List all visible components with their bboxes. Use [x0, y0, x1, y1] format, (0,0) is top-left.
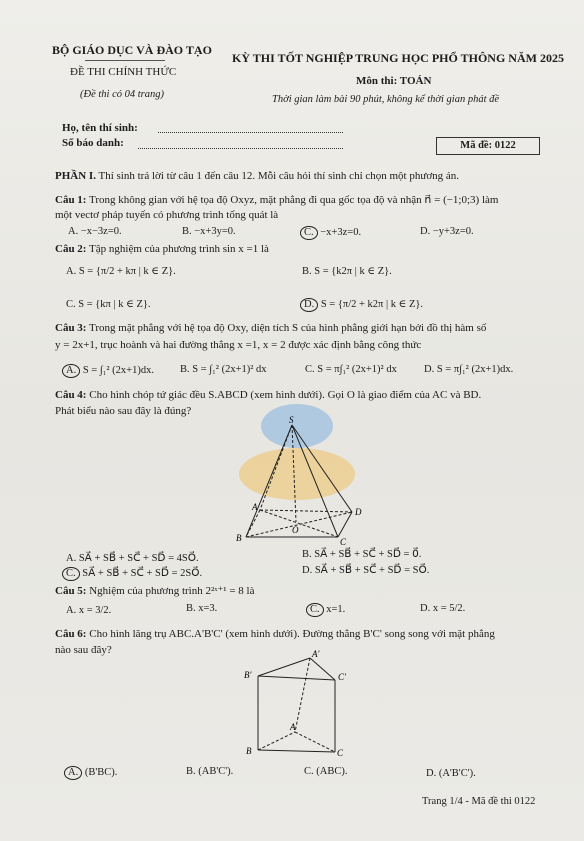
q6-option-a-text: (B'BC). [84, 767, 118, 778]
label-a: A [290, 722, 296, 732]
q4-option-d[interactable]: D. SA⃗ + SB⃗ + SC⃗ + SD⃗ = SO⃗. [302, 565, 430, 576]
q2-option-c[interactable]: C. S = {kπ | k ∈ Z}. [66, 299, 151, 310]
q1-line2: một vectơ pháp tuyến có phương trình tổng quát là [55, 209, 279, 221]
candidate-name-label: Họ, tên thí sinh: [62, 122, 138, 134]
candidate-id-line[interactable] [138, 148, 343, 149]
q2-label: Câu 2: [55, 243, 87, 255]
subject-label: Môn thi: TOÁN [356, 75, 432, 87]
part1-heading: PHẦN I. [55, 170, 96, 182]
q1-option-c-mark: C. [300, 226, 318, 240]
q6-stem [55, 628, 495, 640]
edge-a1c1 [310, 658, 335, 680]
q1-label: Câu 1: [55, 194, 87, 206]
q3-option-a-text: S = ∫₁² (2x+1)dx. [82, 365, 154, 376]
q5-text: Nghiệm của phương trình 2²ˣ⁺¹ = 8 là [86, 585, 255, 597]
q6-option-b[interactable]: B. (AB'C'). [186, 766, 234, 777]
q5-option-a[interactable]: A. x = 3/2. [66, 605, 112, 616]
q6-option-c[interactable]: C. (ABC). [304, 766, 348, 777]
edge-ac [295, 732, 335, 752]
label-o: O [292, 525, 299, 535]
edge-bc [258, 750, 335, 752]
time-note: Thời gian làm bài 90 phút, không kể thời gian phát đề [272, 94, 500, 105]
q6-option-d[interactable]: D. (A'B'C'). [426, 768, 476, 779]
edge-b1c1 [258, 676, 335, 680]
label-a: A [252, 502, 258, 512]
height-so [292, 425, 296, 522]
q4-option-c-text: SA⃗ + SB⃗ + SC⃗ + SD⃗ = 2SO⃗. [82, 568, 203, 579]
q1-option-c-text: −x+3z=0. [320, 227, 362, 238]
q1-line1: Trong không gian với hệ tọa độ Oxyz, mặt phẳng đi qua gốc tọa độ và nhận n⃗ = (−1;0;3) làm [86, 194, 499, 206]
edge-b1a1 [258, 658, 310, 676]
q2-option-d-mark: D. [300, 298, 318, 312]
q4-line2: Phát biểu nào sau đây là đúng? [55, 405, 192, 417]
edge-sb [246, 425, 292, 537]
q6-option-a[interactable] [64, 766, 117, 780]
label-c1: C' [338, 672, 346, 682]
q1-option-a[interactable]: A. −x−3z=0. [68, 226, 122, 237]
q1-option-d[interactable]: D. −y+3z=0. [420, 226, 474, 237]
q4-option-c[interactable] [62, 567, 202, 581]
q5-option-b[interactable]: B. x=3. [186, 603, 218, 614]
official-label: ĐỀ THI CHÍNH THỨC [70, 66, 177, 78]
q1-option-c[interactable] [300, 226, 361, 240]
q3-option-c[interactable]: C. S = π∫₁² (2x+1)² dx [305, 364, 397, 375]
q6-line1: Cho hình lăng trụ ABC.A'B'C' (xem hình dưới). Đường thẳng B'C' song song với mặt phẳng [86, 628, 495, 640]
q5-option-c[interactable] [306, 603, 345, 617]
q3-line2: y = 2x+1, trục hoành và hai đường thẳng x =1, x = 2 được xác định bằng công thức [55, 339, 422, 351]
q3-option-d[interactable]: D. S = π∫₁² (2x+1)dx. [424, 364, 514, 375]
edge-cd [338, 512, 352, 537]
q3-stem [55, 322, 486, 334]
edge-ba [258, 732, 295, 750]
q4-option-a[interactable]: A. SA⃗ + SB⃗ + SC⃗ + SD⃗ = 4SO⃗. [66, 553, 199, 564]
q1-stem [55, 193, 498, 206]
pyramid-figure [230, 415, 370, 550]
q2-stem [55, 243, 269, 255]
q5-option-d[interactable]: D. x = 5/2. [420, 603, 466, 614]
ministry-name: BỘ GIÁO DỤC VÀ ĐÀO TẠO [52, 43, 212, 57]
label-c: C [337, 748, 344, 758]
q2-option-d[interactable] [300, 298, 423, 312]
q2-option-d-text: S = {π/2 + k2π | k ∈ Z}. [320, 299, 424, 310]
q5-stem [55, 584, 254, 597]
q6-option-a-mark: A. [64, 766, 82, 780]
label-s: S [289, 415, 294, 425]
q2-text: Tập nghiệm của phương trình sin x =1 là [86, 243, 269, 255]
exam-code-box: Mã đề: 0122 [436, 137, 540, 155]
q4-label: Câu 4: [55, 389, 87, 401]
q3-option-a[interactable] [62, 364, 154, 378]
candidate-name-line[interactable] [158, 132, 343, 133]
label-c: C [340, 537, 347, 547]
diag-ac [260, 510, 338, 537]
q6-label: Câu 6: [55, 628, 87, 640]
edge-ab [246, 510, 260, 537]
q4-option-b[interactable]: B. SA⃗ + SB⃗ + SC⃗ + SD⃗ = 0⃗. [302, 549, 422, 560]
label-b1: B' [244, 670, 252, 680]
part1-text: Thí sinh trả lời từ câu 1 đến câu 12. Mỗi câu hỏi thí sinh chỉ chọn một phương án. [95, 170, 460, 182]
q2-option-a[interactable]: A. S = {π/2 + kπ | k ∈ Z}. [66, 266, 176, 277]
page-footer: Trang 1/4 - Mã đề thi 0122 [422, 796, 536, 807]
q6-line2: nào sau đây? [55, 644, 112, 656]
label-b: B [236, 533, 242, 543]
edge-ad [260, 510, 352, 512]
q5-option-c-text: x=1. [326, 604, 346, 615]
q5-option-c-mark: C. [306, 603, 324, 617]
q5-label: Câu 5: [55, 585, 87, 597]
part1-instruction [55, 170, 459, 182]
q4-option-c-mark: C. [62, 567, 80, 581]
q3-line1: Trong mặt phẳng với hệ tọa độ Oxy, diện tích S của hình phẳng giới hạn bởi đồ thị hàm số [86, 322, 487, 334]
q4-line1: Cho hình chóp tứ giác đều S.ABCD (xem hình dưới). Gọi O là giao điểm của AC và BD. [86, 389, 482, 401]
label-d: D [355, 507, 362, 517]
label-a1: A' [312, 649, 320, 659]
q3-option-a-mark: A. [62, 364, 80, 378]
q3-option-b[interactable]: B. S = ∫₁² (2x+1)² dx [180, 364, 267, 375]
prism-figure [240, 648, 360, 763]
exam-title: KỲ THI TỐT NGHIỆP TRUNG HỌC PHỔ THÔNG NĂM 2025 [232, 51, 564, 65]
q2-option-b[interactable]: B. S = {k2π | k ∈ Z}. [302, 266, 392, 277]
candidate-id-label: Số báo danh: [62, 137, 124, 149]
edge-a1a [295, 658, 310, 732]
pages-note: (Đề thi có 04 trang) [80, 89, 164, 100]
q1-option-b[interactable]: B. −x+3y=0. [182, 226, 236, 237]
label-b: B [246, 746, 252, 756]
q3-label: Câu 3: [55, 322, 87, 334]
ministry-underline [85, 60, 165, 61]
